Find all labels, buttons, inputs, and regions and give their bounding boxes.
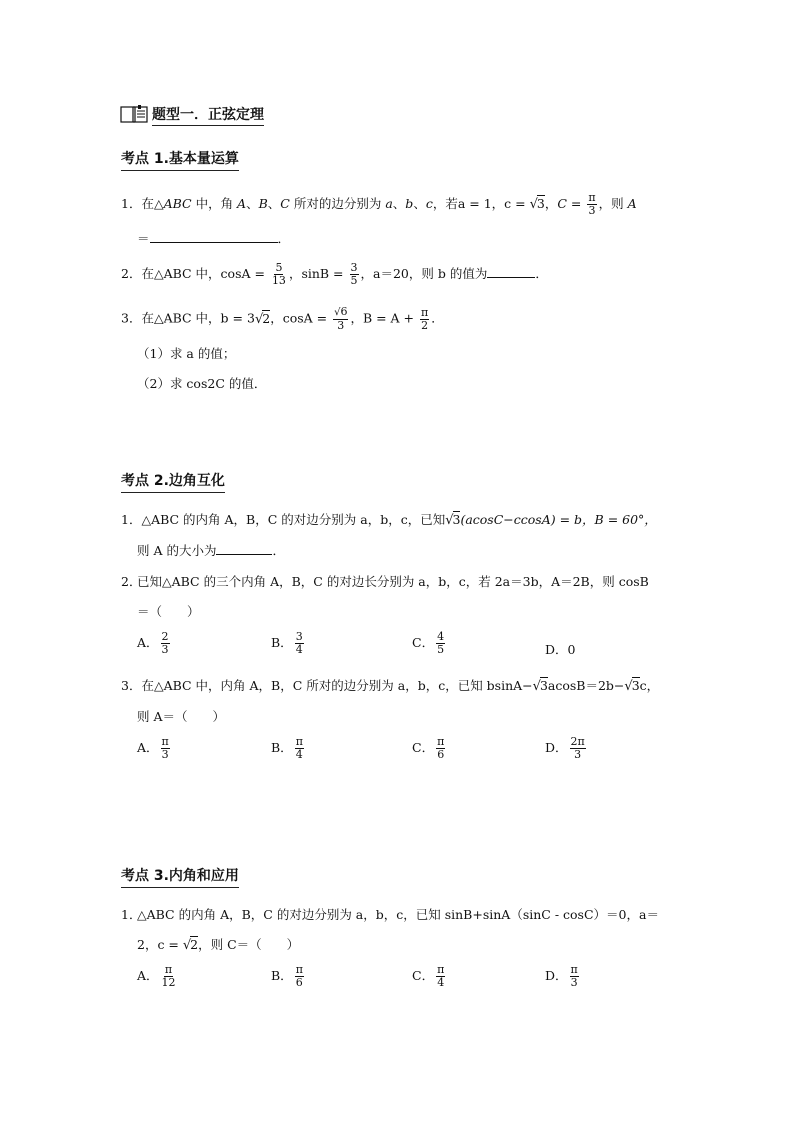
- part2-q1-line1: 1．△ABC 的内角 A，B，C 的对边分别为 a，b，c，已知√3(acosC−ccosA) = b，B = 60°，: [121, 512, 657, 528]
- part2-q2-line1: 已知△ABC 的三个内角 A，B，C 的对边长分别为 a，b，c，若 2a＝3b，A＝2B，则 cosB: [137, 574, 649, 589]
- part2-q3-line2: 则 A＝（ ）: [137, 709, 226, 724]
- part1-q2: 2．在△ABC 中，cosA = $\frac{5}{13}$ ，sinB = $\frac{3}{5}$ ，a＝20，则 b 的值为 ．: [121, 261, 548, 287]
- answer-blank[interactable]: [487, 267, 535, 278]
- part2-heading: 考点 2.边角互化: [121, 470, 225, 493]
- part1-q1-line1: 1．在△ABC 中，角 A、B、C 所对的边分别为 a、b、c，若a = 1，c = √3，C = $\frac{\pi}{3}$ ，则 A: [121, 191, 637, 217]
- part1-q3-sub1: （1）求 a 的值；: [137, 346, 236, 361]
- part3-q1-option-a[interactable]: A． $\frac{\pi}{12}$: [137, 963, 176, 989]
- section-header: [120, 104, 264, 127]
- part3-heading: 考点 3.内角和应用: [121, 865, 239, 888]
- fraction-pi-3: $\frac{\pi}{3}$: [588, 191, 596, 217]
- part2-q3-option-c[interactable]: C． $\frac{\pi}{6}$: [412, 735, 445, 761]
- part2-q2-option-b[interactable]: B． $\frac{3}{4}$: [271, 630, 303, 656]
- part1-q3: 3．在△ABC 中，b = 3√2，cosA = $\frac{√6}{3}$ ，B = A + $\frac{\pi}{2}$ ．: [121, 305, 444, 332]
- fraction-sqrt6-3: $\frac{√6}{3}$: [334, 305, 348, 332]
- part1-q3-sub2: （2）求 cos2C 的值．: [137, 376, 267, 391]
- part2-q3-line1: 3．在△ABC 中，内角 A，B，C 所对的边分别为 a，b，c，已知 bsinA−√3acosB＝2b−√3c，: [121, 678, 660, 694]
- part2-q3-option-a[interactable]: A． $\frac{\pi}{3}$: [137, 735, 169, 761]
- answer-blank[interactable]: [150, 232, 278, 243]
- part2-q2-option-a[interactable]: A． $\frac{2}{3}$: [137, 630, 169, 656]
- fraction-3-5: $\frac{3}{5}$: [350, 261, 358, 287]
- part2-q2-option-d[interactable]: D．0: [545, 642, 576, 657]
- sqrt-3: √3: [445, 512, 461, 528]
- open-book-icon: [120, 104, 148, 127]
- part3-q1-option-d[interactable]: D． $\frac{\pi}{3}$: [545, 963, 578, 989]
- sqrt-3: √3: [532, 678, 548, 694]
- part2-q1-line2: 则 A 的大小为 ．: [137, 543, 285, 558]
- sqrt-3: √3: [529, 196, 545, 212]
- part3-q1-option-c[interactable]: C． $\frac{\pi}{4}$: [412, 963, 445, 989]
- part1-q1-line2: ＝ ．: [137, 231, 291, 246]
- part2-q3-option-d[interactable]: D． $\frac{2\pi}{3}$: [545, 735, 585, 761]
- sqrt-2: √2: [182, 937, 199, 953]
- part2-q3-option-b[interactable]: B． $\frac{\pi}{4}$: [271, 735, 303, 761]
- answer-blank[interactable]: [216, 544, 272, 555]
- sqrt-2: √2: [254, 310, 271, 327]
- fraction-pi-2: $\frac{\pi}{2}$: [421, 305, 429, 332]
- part3-q1-line2: 2，c = √2，则 C＝（ ）: [137, 937, 300, 953]
- part2-q2-num: 2．: [121, 574, 142, 589]
- part3-q1-line1: △ABC 的内角 A，B，C 的对边分别为 a，b，c，已知 sinB+sinA（sinC - cosC）＝0，a＝: [137, 907, 659, 922]
- part2-q2-option-c[interactable]: C． $\frac{4}{5}$: [412, 630, 445, 656]
- fraction-5-13: $\frac{5}{13}$: [271, 261, 286, 287]
- part2-q2-line2: ＝（ ）: [137, 604, 200, 619]
- part3-q1-num: 1．: [121, 907, 142, 922]
- sqrt-3: √3: [624, 678, 640, 694]
- part1-heading: 考点 1.基本量运算: [121, 148, 239, 171]
- part3-q1-option-b[interactable]: B． $\frac{\pi}{6}$: [271, 963, 303, 989]
- section-title: 题型一．正弦定理: [152, 107, 264, 126]
